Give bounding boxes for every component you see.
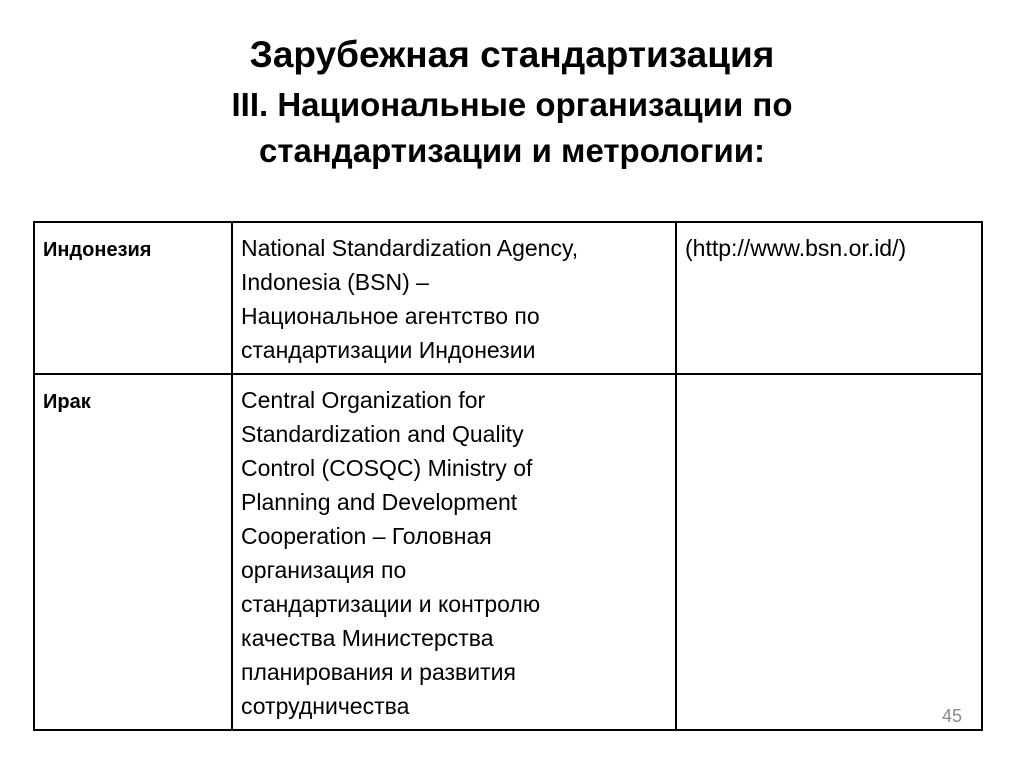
organization-line: стандартизации и контролю: [241, 591, 541, 617]
organization-line: Control (COSQC) Ministry of: [241, 455, 533, 481]
organization-line: Национальное агентство по: [241, 303, 540, 329]
country-cell: Ирак: [34, 374, 232, 730]
organization-line: стандартизации Индонезии: [241, 337, 536, 363]
url-cell: (http://www.bsn.or.id/): [676, 222, 982, 374]
organization-line: Standardization and Quality: [241, 421, 524, 447]
url-cell: [676, 374, 982, 730]
organization-line: планирования и развития: [241, 659, 516, 685]
organization-line: качества Министерства: [241, 625, 494, 651]
slide-title: [0, 34, 1024, 174]
organization-cell: [232, 222, 676, 374]
country-cell: Индонезия: [34, 222, 232, 374]
slide-subtitle-line-2: стандартизации и метрологии:: [258, 132, 766, 169]
slide-subtitle: [0, 82, 1024, 174]
organization-line: Cooperation – Головная: [241, 523, 492, 549]
organization-line: Central Organization for: [241, 387, 486, 413]
table-row: [34, 374, 982, 730]
slide-title-main: Зарубежная стандартизация: [249, 34, 775, 75]
table-row: [34, 222, 982, 374]
organization-cell: [232, 374, 676, 730]
slide-subtitle-line-1: III. Национальные организации по: [231, 86, 793, 123]
organization-line: National Standardization Agency,: [241, 235, 579, 261]
organization-line: организация по: [241, 557, 407, 583]
slide-number: 45: [941, 706, 962, 726]
organizations-table: [33, 221, 983, 731]
organization-line: сотрудничества: [241, 693, 410, 719]
organization-line: Planning and Development: [241, 489, 518, 515]
organization-line: Indonesia (BSN) –: [241, 269, 429, 295]
